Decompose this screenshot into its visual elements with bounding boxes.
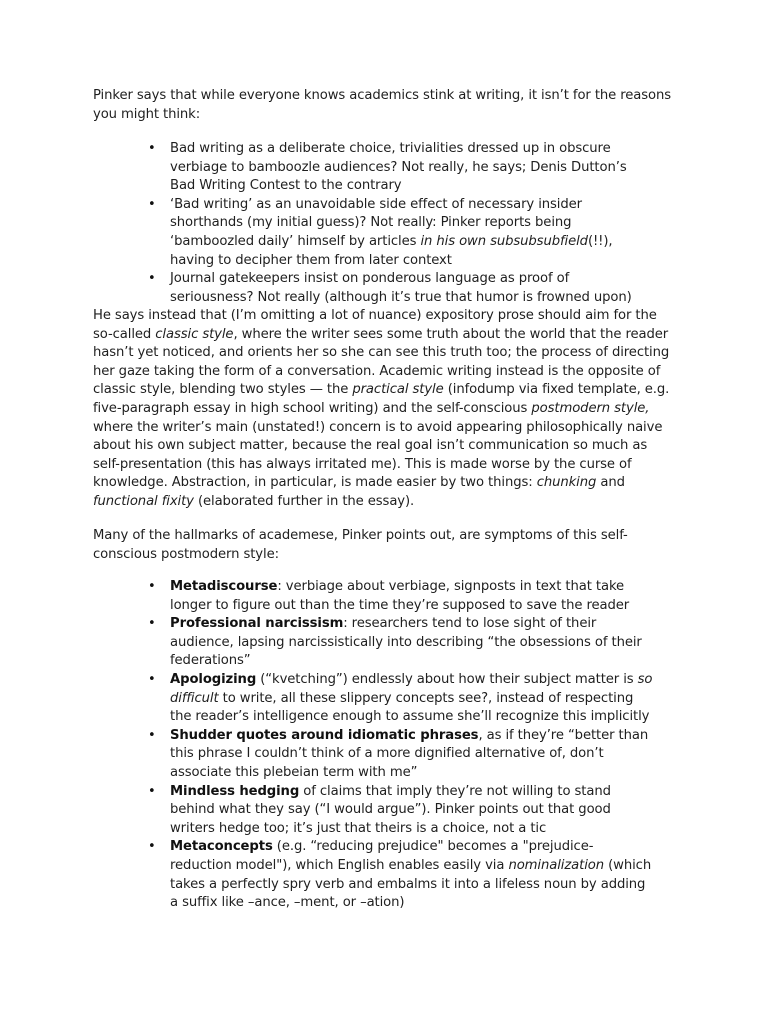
list-item-text: : researchers tend to lose sight of their audience, lapsing narcissistically into describing “the obsessions of their federations” (170, 616, 642, 669)
emphasis-text: so difficult (170, 671, 653, 706)
emphasis-text: classic style (155, 326, 234, 342)
list-item-term: Metaconcepts (170, 839, 273, 855)
list-item-text: (“kvetching”) endlessly about how their subject matter is (256, 671, 638, 687)
reasons-list (93, 140, 653, 307)
emphasis-text: nominalization (508, 857, 605, 873)
emphasis-text: postmodern style, (531, 400, 650, 416)
list-item-text: Bad writing as a deliberate choice, trivialities dressed up in obscure verbiage to bamboozle audiences? Not really, he says; Denis Dutton’s Bad Writing Contest to the contrary (170, 141, 627, 194)
emphasis-text: practical style (352, 382, 444, 398)
list-item-text: (which takes a perfectly spry verb and embalms it into a lifeless noun by adding a suffix like –ance, –ment, or –ation) (170, 857, 652, 911)
list-item (93, 615, 653, 671)
hallmarks-intro-paragraph: Many of the hallmarks of academese, Pinker points out, are symptoms of this self-conscious postmodern style: (93, 528, 628, 562)
emphasis-text: in his own subsubsubfield (420, 233, 588, 249)
list-item-text: Journal gatekeepers insist on ponderous language as proof of seriousness? Not really (although it’s true that humor is frowned upon) (170, 271, 632, 305)
list-item (93, 727, 653, 783)
list-item (93, 671, 653, 727)
list-item-term: Mindless hedging (170, 783, 300, 799)
hallmarks-list (93, 578, 653, 913)
paragraph-text: He says instead that (I’m omitting a lot of nuance) expository prose should aim for the so-called (93, 308, 657, 342)
list-item (93, 783, 653, 839)
paragraph-text: and (596, 475, 625, 491)
list-item-text: : verbiage about verbiage, signposts in text that take longer to figure out than the time they’re supposed to save the reader (170, 579, 630, 613)
list-item-term: Professional narcissism (170, 616, 344, 632)
list-item-text: (e.g. “reducing prejudice" becomes a "prejudice-reduction model"), which English enables easily via (170, 839, 594, 873)
classic-style-paragraph (93, 307, 673, 512)
list-item-text: , as if they’re “better than this phrase I couldn’t think of a more dignified alternative of, don’t associate this plebeian term with me” (170, 727, 649, 780)
list-item-term: Metadiscourse (170, 579, 278, 594)
list-item (93, 270, 653, 307)
list-item (93, 578, 653, 615)
list-item (93, 838, 653, 912)
list-item-text: ‘Bad writing’ as an unavoidable side effect of necessary insider shorthands (my initial guess)? Not really: Pinker reports being ‘bamboozled daily’ himself by articles (170, 196, 582, 249)
emphasis-text: chunking (536, 475, 597, 491)
paragraph-text: (infodump via fixed template, e.g. five-paragraph essay in high school writing) and the self-conscious (93, 382, 670, 416)
list-item (93, 196, 653, 270)
paragraph-text: , where the writer sees some truth about the world that the reader hasn’t yet noticed, and orients her so she can see this truth too; the process of directing her gaze taking the form of a conversation. Academic writing instead is the opposite of classic style, blending two styles — the (93, 326, 670, 398)
list-item-text: of claims that imply they’re not willing to stand behind what they say (“I would argue”). Pinker points out that good writers hedge too; it’s just that theirs is a choice, not a tic (170, 783, 611, 836)
list-item-term: Shudder quotes around idiomatic phrases (170, 727, 479, 743)
list-item (93, 140, 653, 196)
emphasis-text: functional fixity (93, 493, 194, 509)
intro-paragraph: Pinker says that while everyone knows academics stink at writing, it isn’t for the reasons you might think: (93, 88, 672, 122)
list-item-text: (!!), having to decipher them from later context (170, 233, 613, 268)
paragraph-text: (elaborated further in the essay). (193, 493, 415, 509)
paragraph-text: where the writer’s main (unstated!) concern is to avoid appearing philosophically naive about his own subject matter, because the real goal isn’t communication so much as self-presentation (this has always irritated me). This is made worse by the curse of knowledge. Abstraction, in particular, is made easier by two things: (93, 419, 663, 491)
list-item-term: Apologizing (170, 671, 257, 687)
list-item-text: to write, all these slippery concepts see?, instead of respecting the reader’s intelligence enough to assume she’ll recognize this implicitly (170, 690, 650, 725)
